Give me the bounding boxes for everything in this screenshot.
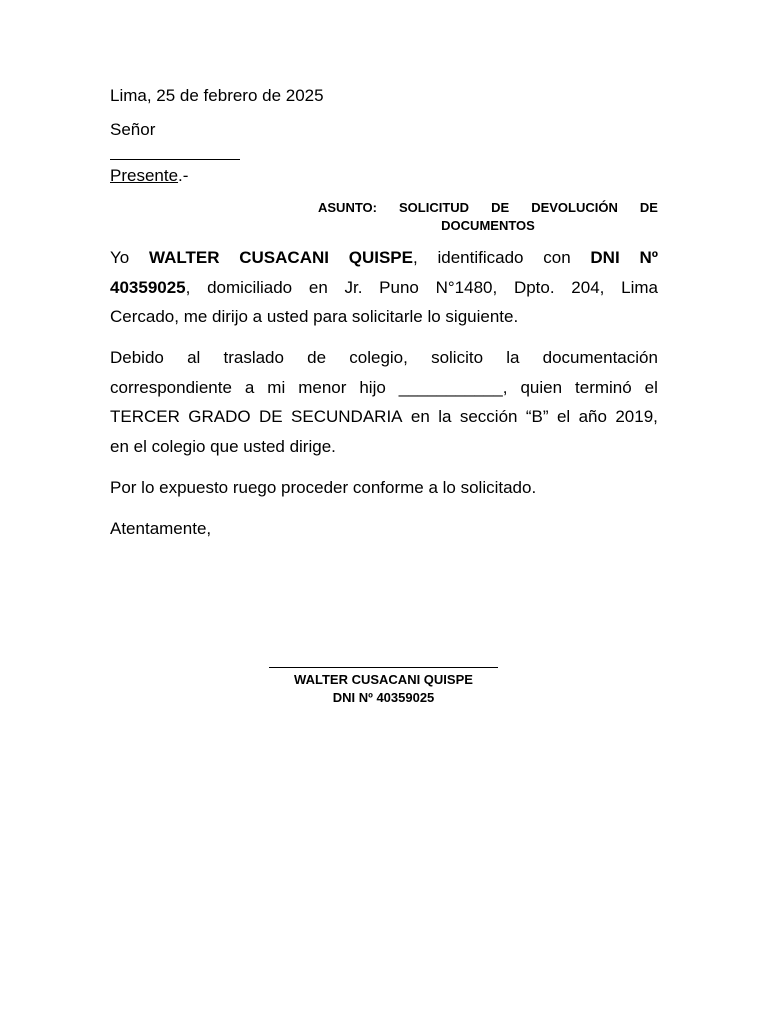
- word: en: [308, 277, 328, 297]
- paragraph-line: [110, 519, 658, 549]
- word: sección: [459, 407, 518, 426]
- word: documentación: [542, 348, 658, 367]
- word: Jr.: [344, 277, 363, 297]
- word: menor: [298, 377, 347, 397]
- letter-date: Lima, 25 de febrero de 2025: [110, 86, 324, 105]
- subject-word: SOLICITUD: [399, 200, 470, 215]
- word: identificado: [437, 248, 524, 267]
- paragraph-line: [110, 378, 658, 408]
- paragraph-closing-request: [110, 478, 658, 508]
- word: 204,: [571, 277, 605, 297]
- word: TERCER: [110, 407, 180, 426]
- word: en: [410, 407, 430, 426]
- word: ,: [185, 277, 191, 297]
- presente-word: Presente: [110, 166, 179, 185]
- word: quien: [520, 377, 563, 397]
- word: Puno: [379, 277, 419, 297]
- recipient-blank-line: [110, 159, 240, 160]
- word: traslado: [223, 348, 284, 367]
- word: Debido: [110, 348, 164, 367]
- word: solicito: [431, 348, 484, 367]
- line-text: Por lo expuesto ruego proceder conforme a lo solicitado.: [110, 478, 537, 497]
- closing: [110, 519, 658, 549]
- line-text: en el colegio que usted dirige.: [110, 436, 336, 456]
- word: GRADO: [188, 407, 251, 426]
- word: Yo: [110, 248, 130, 267]
- dni-label: Nº: [639, 248, 658, 267]
- word: el: [556, 407, 571, 426]
- paragraph-line: [110, 348, 658, 378]
- applicant-name-part: CUSACANI: [239, 248, 329, 267]
- subject-line-2: DOCUMENTOS: [441, 218, 535, 233]
- word: el: [644, 377, 658, 397]
- subject-word: DE: [491, 200, 510, 215]
- subject-word: DE: [639, 200, 658, 215]
- word: domiciliado: [207, 277, 293, 297]
- word: al: [187, 348, 201, 367]
- word: Lima: [621, 277, 658, 297]
- word: con: [543, 248, 571, 267]
- signature-name: WALTER CUSACANI QUISPE: [294, 672, 473, 687]
- paragraph-line: [110, 307, 658, 337]
- word: mi: [267, 377, 286, 397]
- word: “B”: [525, 407, 549, 426]
- word: Dpto.: [513, 277, 555, 297]
- word: correspondiente: [110, 377, 232, 397]
- word: 2019,: [615, 407, 658, 426]
- word: DE: [259, 407, 283, 426]
- word: colegio,: [349, 348, 408, 367]
- signature-line: [269, 667, 498, 668]
- dni-label: DNI: [590, 248, 620, 267]
- dni-number-with-comma: [110, 278, 190, 308]
- word: de: [307, 348, 327, 367]
- word: la: [438, 407, 452, 426]
- signature-dni: DNI Nº 40359025: [332, 690, 435, 705]
- salutation: Señor: [110, 120, 156, 139]
- presente-line: [110, 166, 188, 186]
- paragraph-line: [110, 478, 658, 508]
- applicant-name-with-comma: [349, 248, 418, 278]
- applicant-name-part: QUISPE: [348, 248, 413, 267]
- word: SECUNDARIA: [291, 407, 403, 426]
- word: a: [244, 377, 255, 397]
- word: hijo: [359, 377, 386, 397]
- paragraph-line: [110, 248, 658, 278]
- closing-text: Atentamente,: [110, 519, 212, 538]
- paragraph-request: [110, 348, 658, 466]
- paragraph-identification: [110, 248, 658, 337]
- subject-word: DEVOLUCIÓN: [531, 200, 618, 215]
- child-name-blank: ___________,: [398, 377, 508, 397]
- paragraph-line: [110, 278, 658, 308]
- subject-line-1: [318, 199, 658, 217]
- word: la: [506, 348, 520, 367]
- word: N°1480,: [435, 277, 498, 297]
- subject-block: [318, 199, 658, 235]
- word: ,: [412, 248, 418, 267]
- word: terminó: [575, 377, 632, 397]
- subject-label: ASUNTO:: [318, 200, 377, 215]
- presente-suffix: .-: [178, 166, 189, 185]
- word: año: [578, 407, 607, 426]
- line-text: Cercado, me dirijo a usted para solicitarle lo siguiente.: [110, 307, 519, 326]
- paragraph-line: [110, 407, 658, 437]
- applicant-name-part: WALTER: [148, 248, 220, 267]
- paragraph-line: [110, 437, 658, 467]
- dni-number: 40359025: [110, 277, 186, 297]
